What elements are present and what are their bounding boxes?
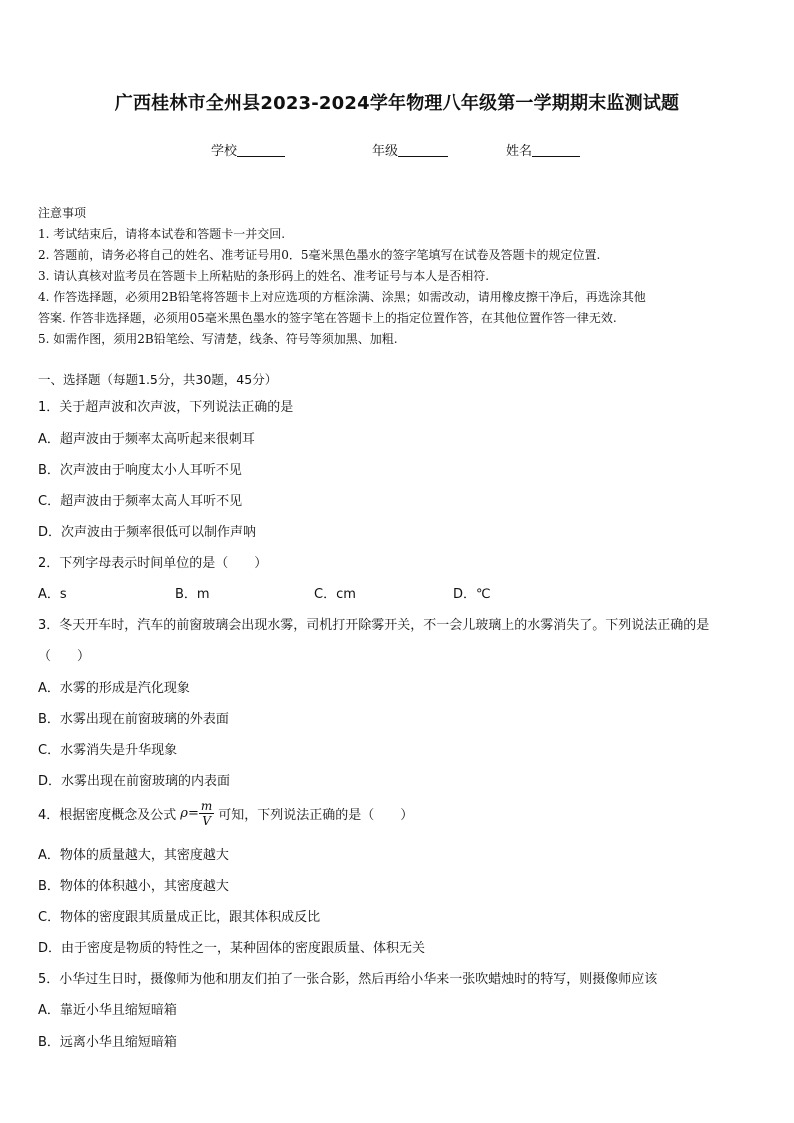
- notes-heading: 注意事项: [38, 206, 87, 220]
- question-3-option-b: B．水雾出现在前窗玻璃的外表面: [38, 712, 229, 727]
- notes-item: 2. 答题前，请务必将自己的姓名、准考证号用0．5毫米黑色墨水的签字笔填写在试卷及答题卡的规定位置.: [38, 248, 601, 262]
- density-formula: [180, 800, 214, 827]
- formula-denominator: V: [202, 814, 211, 828]
- question-5-option-b: B．远离小华且缩短暗箱: [38, 1035, 177, 1050]
- name-field: [506, 140, 580, 159]
- question-2-option-a: A．s: [38, 587, 67, 602]
- notes-item: 5. 如需作图，须用2B铅笔绘、写清楚，线条、符号等须加黑、加粗.: [38, 332, 398, 346]
- question-3-option-d: D．水雾出现在前窗玻璃的内表面: [38, 774, 231, 789]
- question-2-stem: 2．下列字母表示时间单位的是（ ）: [38, 556, 268, 571]
- question-4-stem-pre: 4．根据密度概念及公式: [38, 808, 177, 823]
- question-4-stem-post: 可知，下列说法正确的是（ ）: [218, 808, 414, 823]
- question-4-stem: [38, 799, 414, 829]
- question-1-option-d: D．次声波由于频率很低可以制作声呐: [38, 525, 257, 540]
- name-blank: [532, 144, 580, 157]
- question-2-option-c: C．cm: [314, 587, 356, 602]
- question-3-option-c: C．水雾消失是升华现象: [38, 743, 178, 758]
- question-5-option-a: A．靠近小华且缩短暗箱: [38, 1003, 177, 1018]
- notes-item: 1. 考试结束后，请将本试卷和答题卡一并交回.: [38, 227, 286, 241]
- question-1-option-b: B．次声波由于响度太小人耳听不见: [38, 463, 242, 478]
- question-3-stem-cont: （ ）: [38, 649, 91, 664]
- question-3-option-a: A．水雾的形成是汽化现象: [38, 681, 190, 696]
- formula-numerator: m: [200, 799, 213, 813]
- notes-item: 4. 作答选择题，必须用2B铅笔将答题卡上对应选项的方框涂满、涂黑；如需改动，请用橡皮擦干净后，再选涂其他: [38, 290, 646, 304]
- formula-fraction: [199, 800, 214, 827]
- question-2-option-d: D．℃: [453, 587, 491, 602]
- question-4-option-d: D．由于密度是物质的特性之一，某种固体的密度跟质量、体积无关: [38, 941, 426, 956]
- school-blank: [237, 144, 285, 157]
- formula-equals: =: [187, 806, 199, 821]
- notes-item: 答案. 作答非选择题，必须用05毫米黑色墨水的签字笔在答题卡上的指定位置作答，在其他位置作答一律无效.: [38, 311, 617, 325]
- question-4-option-a: A．物体的质量越大，其密度越大: [38, 848, 229, 863]
- question-5-stem: 5．小华过生日时，摄像师为他和朋友们拍了一张合影，然后再给小华来一张吹蜡烛时的特写，则摄像师应该: [38, 972, 658, 987]
- grade-label: 年级: [372, 144, 399, 159]
- grade-field: [372, 140, 448, 159]
- question-2-option-b: B．m: [175, 587, 210, 602]
- name-label: 姓名: [506, 144, 533, 159]
- question-1-stem: 1．关于超声波和次声波，下列说法正确的是: [38, 400, 294, 415]
- school-field: [211, 140, 285, 159]
- question-4-option-b: B．物体的体积越小，其密度越大: [38, 879, 229, 894]
- section-heading: 一、选择题（每题1.5分，共30题，45分）: [38, 372, 278, 387]
- school-label: 学校: [211, 144, 238, 159]
- notes-item: 3. 请认真核对监考员在答题卡上所粘贴的条形码上的姓名、准考证号与本人是否相符.: [38, 269, 490, 283]
- question-1-option-a: A．超声波由于频率太高听起来很刺耳: [38, 432, 255, 447]
- grade-blank: [398, 144, 448, 157]
- page-title: 广西桂林市全州县2023-2024学年物理八年级第一学期期末监测试题: [114, 93, 680, 114]
- question-4-option-c: C．物体的密度跟其质量成正比，跟其体积成反比: [38, 910, 321, 925]
- question-1-option-c: C．超声波由于频率太高人耳听不见: [38, 494, 243, 509]
- formula-rho: ρ: [180, 806, 188, 821]
- question-3-stem: 3．冬天开车时，汽车的前窗玻璃会出现水雾，司机打开除雾开关，不一会儿玻璃上的水雾消失了。下列说法正确的是: [38, 618, 710, 633]
